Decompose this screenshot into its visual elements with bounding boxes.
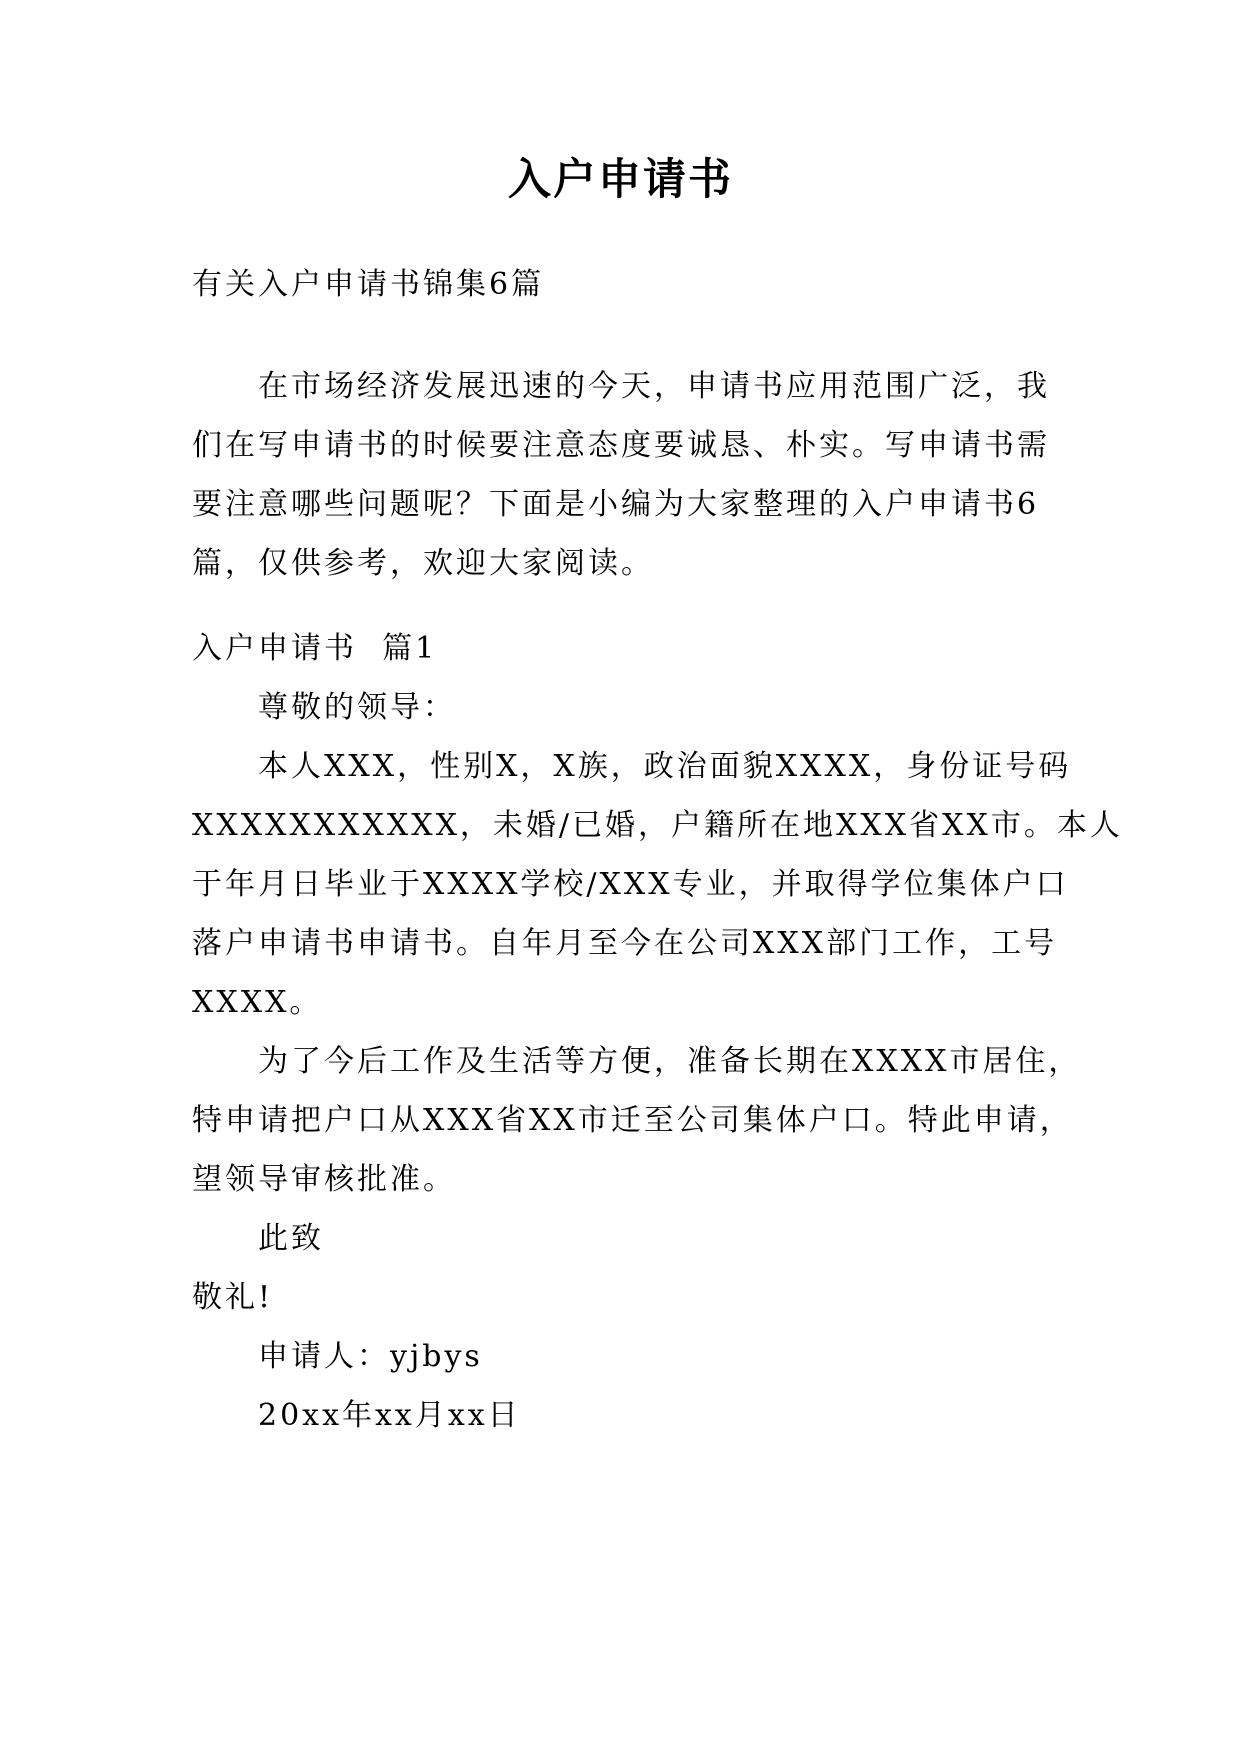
letter-date: 20xx年xx月xx日 [258, 1398, 521, 1433]
body-paragraph-2-line: 特申请把户口从XXX省XX市迁至公司集体户口。特此申请， [192, 1103, 1073, 1138]
body-paragraph-1-line: XXXXXXXXXXX，未婚/已婚，户籍所在地XXX省XX市。本人 [192, 808, 1123, 843]
body-paragraph-1-line: XXXX。 [192, 985, 323, 1020]
section-heading: 入户申请书 篇1 [192, 631, 438, 666]
body-paragraph-1-line: 落户申请书申请书。自年月至今在公司XXX部门工作，工号 [192, 926, 1058, 961]
closing-line-1: 此致 [258, 1221, 324, 1256]
body-paragraph-2-line: 望领导审核批准。 [192, 1162, 456, 1197]
intro-paragraph [192, 357, 1058, 593]
intro-line: 们在写申请书的时候要注意态度要诚恳、朴实。写申请书需 [192, 428, 1050, 463]
document-subtitle [192, 255, 1058, 314]
body-paragraph-1-line: 于年月日毕业于XXXX学校/XXX专业，并取得学位集体户口 [192, 867, 1069, 902]
closing-line-2: 敬礼! [192, 1280, 274, 1315]
body-paragraph-1-line: 本人XXX，性别X，X族，政治面貌XXXX，身份证号码 [258, 749, 1072, 784]
applicant-signature: 申请人：yjbys [258, 1339, 483, 1374]
letter-body [192, 619, 1123, 1445]
intro-line: 在市场经济发展迅速的今天，申请书应用范围广泛，我 [258, 369, 1050, 404]
subtitle-text: 有关入户申请书锦集6篇 [192, 267, 545, 302]
body-paragraph-2-line: 为了今后工作及生活等方便，准备长期在XXXX市居住， [258, 1044, 1082, 1079]
document-title: 入户申请书 [508, 155, 733, 205]
intro-line: 要注意哪些问题呢？下面是小编为大家整理的入户申请书6 [192, 487, 1040, 522]
intro-line: 篇，仅供参考，欢迎大家阅读。 [192, 546, 654, 581]
salutation: 尊敬的领导： [258, 690, 456, 725]
